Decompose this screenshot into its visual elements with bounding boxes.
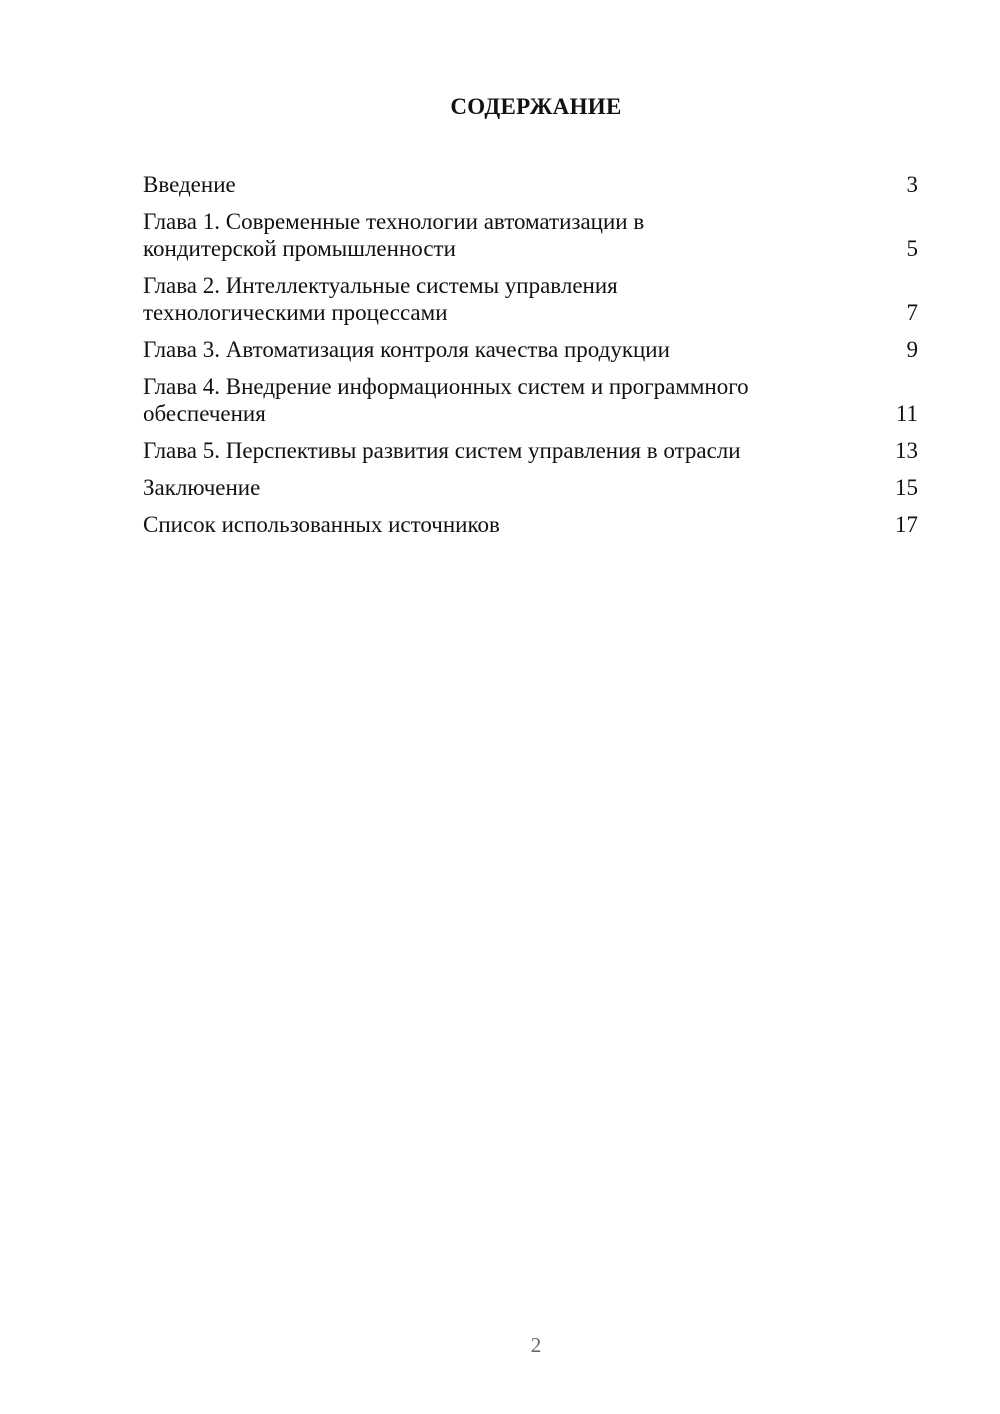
toc-entry — [143, 171, 918, 198]
toc-entry-label: Введение — [143, 172, 236, 197]
toc-entry — [143, 474, 918, 501]
toc-entry — [143, 272, 918, 326]
toc-entry-label: Список использованных источников — [143, 512, 500, 537]
toc-entry-page: 13 — [895, 438, 918, 463]
toc-entry-page: 11 — [895, 401, 918, 426]
toc-entry-label: Заключение — [143, 475, 261, 500]
toc-entry-page: 15 — [895, 475, 918, 500]
toc-entry-page: 17 — [895, 512, 918, 537]
toc-entry-page: 3 — [906, 172, 918, 197]
page-number: 2 — [530, 1333, 542, 1357]
toc-entry — [143, 373, 918, 427]
toc-entry-label: Глава 1. Современные технологии автоматизации в кондитерской промышленности — [143, 209, 645, 261]
toc-title: СОДЕРЖАНИЕ — [450, 94, 622, 119]
toc-list — [143, 171, 918, 548]
toc-entry — [143, 336, 918, 363]
toc-entry-label: Глава 5. Перспективы развития систем управления в отрасли — [143, 438, 741, 463]
toc-entry-label: Глава 3. Автоматизация контроля качества продукции — [143, 337, 670, 362]
toc-entry-label: Глава 4. Внедрение информационных систем и программного обеспечения — [143, 374, 749, 426]
toc-entry — [143, 208, 918, 262]
toc-entry-page: 5 — [906, 236, 918, 261]
toc-entry-page: 7 — [906, 300, 918, 325]
toc-entry-page: 9 — [906, 337, 918, 362]
toc-entry — [143, 511, 918, 538]
toc-entry-label: Глава 2. Интеллектуальные системы управления технологическими процессами — [143, 273, 618, 325]
toc-entry — [143, 437, 918, 464]
